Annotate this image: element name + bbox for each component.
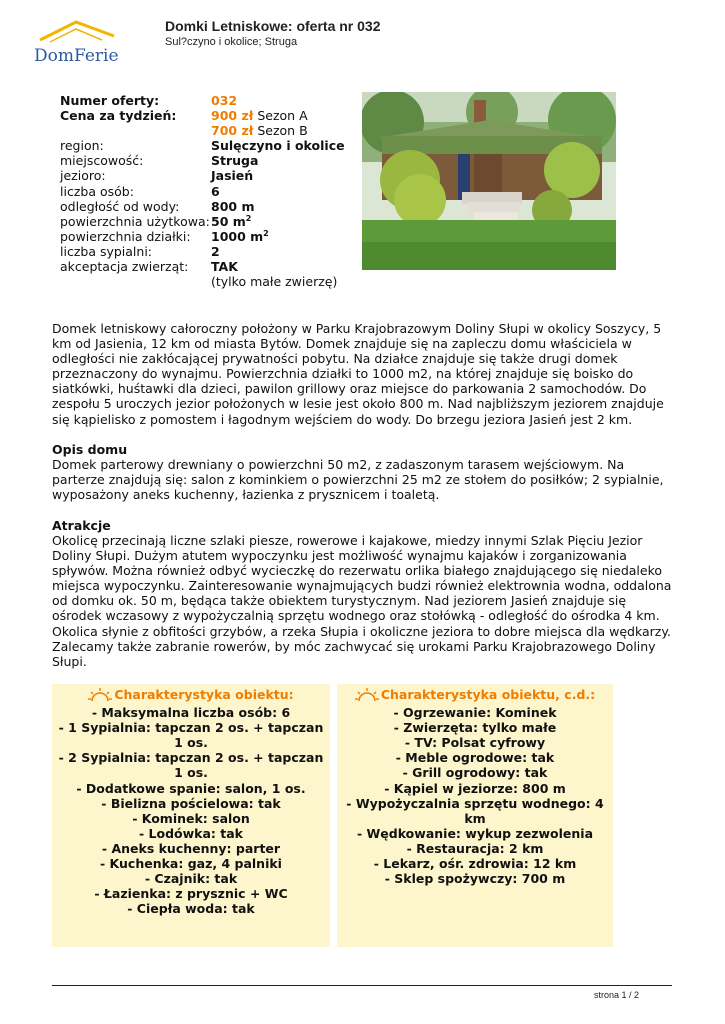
fact-row <box>60 153 345 168</box>
offer-subtitle: Sul?czyno i okolice; Struga <box>165 36 298 48</box>
feature-item: - Lodówka: tak <box>139 825 243 841</box>
fact-value <box>211 138 345 153</box>
feature-item: - Kominek: salon <box>132 810 250 826</box>
fact-rows <box>60 138 345 274</box>
fact-label: liczba sypialni: <box>60 243 153 259</box>
price-a-value: 900 zł <box>211 108 254 124</box>
fact-value <box>211 184 220 199</box>
feature-item: - Kąpiel w jeziorze: 800 m <box>384 780 566 796</box>
logo-text: DomFerie <box>34 46 119 66</box>
feature-item: - Ogrzewanie: Kominek <box>393 705 557 721</box>
fact-price <box>60 108 345 123</box>
sun-icon <box>355 688 379 702</box>
house-photo <box>362 92 616 270</box>
feature-item: - Ciepła woda: tak <box>127 901 255 917</box>
feature-item: - Restauracja: 2 km <box>406 840 544 856</box>
features-title: Charakterystyka obiektu, c.d.: <box>380 687 596 702</box>
atrakcje-paragraph: Okolicę przecinają liczne szlaki piesze, rowerowe i kajakowe, miedzy innymi Szlak Pięciu Jezior Doliny Słupi. Dużym atutem wypoczynku jest możliwość wynajmu kajaków i zorganizowania spływów. Można również odbyć wycieczkę do rezerwatu orlika białego znajdującego się niedaleko miejsca wypoczynku. Zainteresowanie wynajmujących budzi również elektrownia wodna, oddalona od domku ok. 50 m, będąca także obiektem turystycznym. Nad jeziorem Jasień znajduje się ośrodek wczasowy z wypożyczalnią sprzętu wodnego oraz stołówką - odległość do ośrodka 4 km. Okolica słynie z obfitości grzybów, a rzeka Słupia i okoliczne jeziora to dobre miejsca dla wędkarzy. Zalecamy także zabranie rowerów, by móc zachwycać się urokami Parku Krajobrazowego Doliny Słupi. <box>52 533 672 669</box>
fact-row <box>60 259 345 274</box>
fact-value <box>211 244 220 259</box>
fact-row <box>60 138 345 153</box>
feature-item: - Wędkowanie: wykup zezwolenia <box>356 825 594 841</box>
price-b-value: 700 zł <box>211 123 254 139</box>
offer-facts <box>60 93 345 289</box>
fact-value-text: Struga <box>211 153 259 169</box>
fact-label: akceptacja zwierząt: <box>60 259 189 275</box>
sun-icon <box>88 688 112 702</box>
fact-value-text: 2 <box>211 243 220 259</box>
feature-item: - Dodatkowe spanie: salon, 1 os. <box>76 780 306 796</box>
fact-value-text: Jasień <box>211 168 254 184</box>
feature-item: - Kuchenka: gaz, 4 palniki <box>100 856 282 872</box>
fact-value <box>211 153 258 168</box>
feature-item: - Zwierzęta: tylko małe <box>393 720 557 736</box>
fact-value-sup: 2 <box>245 213 252 223</box>
feature-item: - Czajnik: tak <box>144 871 238 887</box>
page-number: strona 1 / 2 <box>594 990 640 1000</box>
fact-value-text: 50 m <box>211 213 246 229</box>
fact-value-text: 800 m <box>211 198 255 214</box>
fact-pets-note <box>60 274 345 289</box>
fact-value-text: 1000 m <box>211 228 264 244</box>
fact-value <box>211 229 269 244</box>
fact-row <box>60 229 345 244</box>
fact-label: jezioro: <box>60 168 106 184</box>
pets-note: (tylko małe zwierzę) <box>211 274 338 290</box>
feature-item: - Wypożyczalnia sprzętu wodnego: 4 km <box>346 795 604 826</box>
fact-price-b <box>60 123 345 138</box>
feature-item: - 1 Sypialnia: tapczan 2 os. + tapczan 1 os. <box>58 720 324 751</box>
fact-label: region: <box>60 138 104 154</box>
fact-label: powierzchnia działki: <box>60 228 191 244</box>
fact-row <box>60 214 345 229</box>
feature-item: - Łazienka: z prysznic + WC <box>94 886 288 902</box>
section-heading-atrakcje: Atrakcje <box>52 518 111 533</box>
offer-title: Domki Letniskowe: oferta nr 032 <box>165 18 381 34</box>
domferie-logo <box>32 18 147 66</box>
fact-row <box>60 168 345 183</box>
feature-item: - Grill ogrodowy: tak <box>402 765 548 781</box>
section-heading-opis: Opis domu <box>52 442 128 457</box>
fact-value <box>211 168 253 183</box>
feature-item: - Maksymalna liczba osób: 6 <box>91 705 291 721</box>
fact-label: Cena za tydzień: <box>60 108 177 124</box>
feature-item: - 2 Sypialnia: tapczan 2 os. + tapczan 1 os. <box>58 750 324 781</box>
fact-row <box>60 199 345 214</box>
fact-offer-number <box>60 93 345 108</box>
feature-item: - TV: Polsat cyfrowy <box>404 735 546 751</box>
fact-value <box>211 199 254 214</box>
fact-value-text: 6 <box>211 183 220 199</box>
fact-row <box>60 184 345 199</box>
fact-label: liczba osób: <box>60 183 134 199</box>
intro-paragraph: Domek letniskowy całoroczny położony w Parku Krajobrazowym Doliny Słupi w okolicy Soszycy, 5 km od Jasienia, 12 km od miasta Bytów. Domek znajduje się na zapleczu domu właściciela w odległości nie zakłócającej prywatności pobytu. Na działce znajduje się także drugi domek przeznaczony do wynajmu. Powierzchnia działki to 1000 m2, na której znajduje się boisko do siatkówki, huśtawki dla dzieci, pawilon grillowy oraz miejsce do parkowania 2 samochodów. Do zespołu 5 uroczych jezior położonych w lesie jest około 800 m. Nad najbliższym jeziorem znajduje się kąpielisko z pomostem i łagodnym wejściem do wody. Do brzegu jeziora Jasień jest 2 km. <box>52 321 664 427</box>
features-title: Charakterystyka obiektu: <box>114 687 294 702</box>
feature-item: - Aneks kuchenny: parter <box>101 840 281 856</box>
fact-label: miejscowość: <box>60 153 144 169</box>
fact-label: Numer oferty: <box>60 93 160 108</box>
fact-label: odległość od wody: <box>60 198 180 214</box>
feature-item: - Lekarz, ośr. zdrowia: 12 km <box>373 856 577 872</box>
features-box-right <box>337 684 613 947</box>
feature-item: - Meble ogrodowe: tak <box>395 750 555 766</box>
fact-value <box>211 214 251 229</box>
feature-item: - Sklep spożywczy: 700 m <box>384 871 566 887</box>
footer-rule <box>52 985 672 986</box>
fact-value-sup: 2 <box>263 228 269 238</box>
opis-paragraph: Domek parterowy drewniany o powierzchni 50 m2, z zadaszonym tarasem wejściowym. Na parterze znajdują się: salon z kominkiem o powierzchni 25 m2 ze stołem do posiłków; 2 sypialnie, wyposażony aneks kuchenny, łazienka z prysznicem i toaletą. <box>52 457 664 503</box>
fact-row <box>60 244 345 259</box>
fact-value-text: TAK <box>211 259 238 275</box>
price-a-season: Sezon A <box>257 108 308 124</box>
fact-value: 032 <box>211 93 238 108</box>
features-list <box>337 705 613 886</box>
price-b-season: Sezon B <box>257 123 308 139</box>
fact-label: powierzchnia użytkowa: <box>60 213 210 229</box>
fact-value <box>211 259 238 274</box>
fact-value-text: Sulęczyno i okolice <box>211 138 345 154</box>
features-list <box>52 705 330 916</box>
feature-item: - Bielizna pościelowa: tak <box>101 795 281 811</box>
features-box-left <box>52 684 330 947</box>
